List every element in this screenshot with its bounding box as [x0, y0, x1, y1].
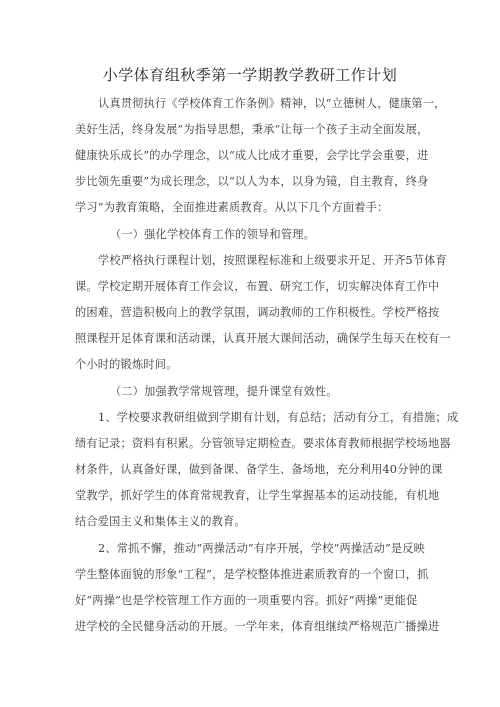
paragraph-line: 美好生活，终身发展”为指导思想，秉承“让每一个孩子主动全面发展， [75, 123, 429, 136]
paragraph-line: 绩有记录；资料有积累。分管领导定期检查。要求体育教师根据学校场地器 [75, 437, 451, 450]
section-heading: （一）强化学校体育工作的领导和管理。 [110, 228, 315, 241]
paragraph-line: 学校严格执行课程计划，按照课程标准和上级要求开足、开齐5节体育 [98, 254, 447, 267]
paragraph-line: 课。学校定期开展体育工作会议，布置、研究工作，切实解决体育工作中 [75, 280, 440, 293]
paragraph-line: 步比领先重要”为成长理念，以“以人为本，以身为镜，自主教育，终身 [75, 175, 429, 188]
document-title: 小学体育组秋季第一学期教学教研工作计划 [102, 66, 398, 84]
paragraph-line: 材条件，认真备好课，做到备课、备学生、备场地，充分利用40分钟的课 [75, 463, 443, 476]
paragraph-line: 健康快乐成长”的办学理念，以“成人比成才重要，会学比学会重要，进 [75, 149, 429, 162]
paragraph-line: 的困难，营造积极向上的教学氛围，调动教师的工作积极性。学校严格按 [75, 306, 440, 319]
paragraph-line: 进学校的全民健身活动的开展。一学年来，体育组继续严格规范广播操进 [75, 620, 440, 633]
paragraph-line: 个小时的锻炼时间。 [75, 358, 178, 371]
paragraph-line: 1、学校要求教研组做到学期有计划，有总结；活动有分工，有措施；成 [98, 411, 459, 424]
paragraph-line: 照课程开足体育课和活动课，认真开展大课间活动，确保学生每天在校有一 [75, 332, 451, 345]
section-heading: （二）加强教学常规管理，提升课堂有效性。 [110, 385, 338, 398]
paragraph-line: 2、常抓不懈，推动“两操活动”有序开展，学校“两操活动”是反映 [98, 542, 426, 555]
paragraph-line: 好“两操”也是学校管理工作方面的一项重要内容。抓好“两操”更能促 [75, 594, 418, 607]
paragraph-line: 学生整体面貌的形象“工程”，是学校整体推进素质教育的一个窗口，抓 [75, 568, 429, 581]
paragraph-line: 认真贯彻执行《学校体育工作条例》精神，以“立德树人，健康第一， [98, 97, 446, 110]
paragraph-line: 学习”为教育策略，全面推进素质教育。从以下几个方面着手： [75, 201, 389, 214]
paragraph-line: 堂教学，抓好学生的体育常规教育，让学生掌握基本的运动技能，有机地 [75, 489, 440, 502]
paragraph-line: 结合爱国主义和集体主义的教育。 [75, 515, 246, 528]
